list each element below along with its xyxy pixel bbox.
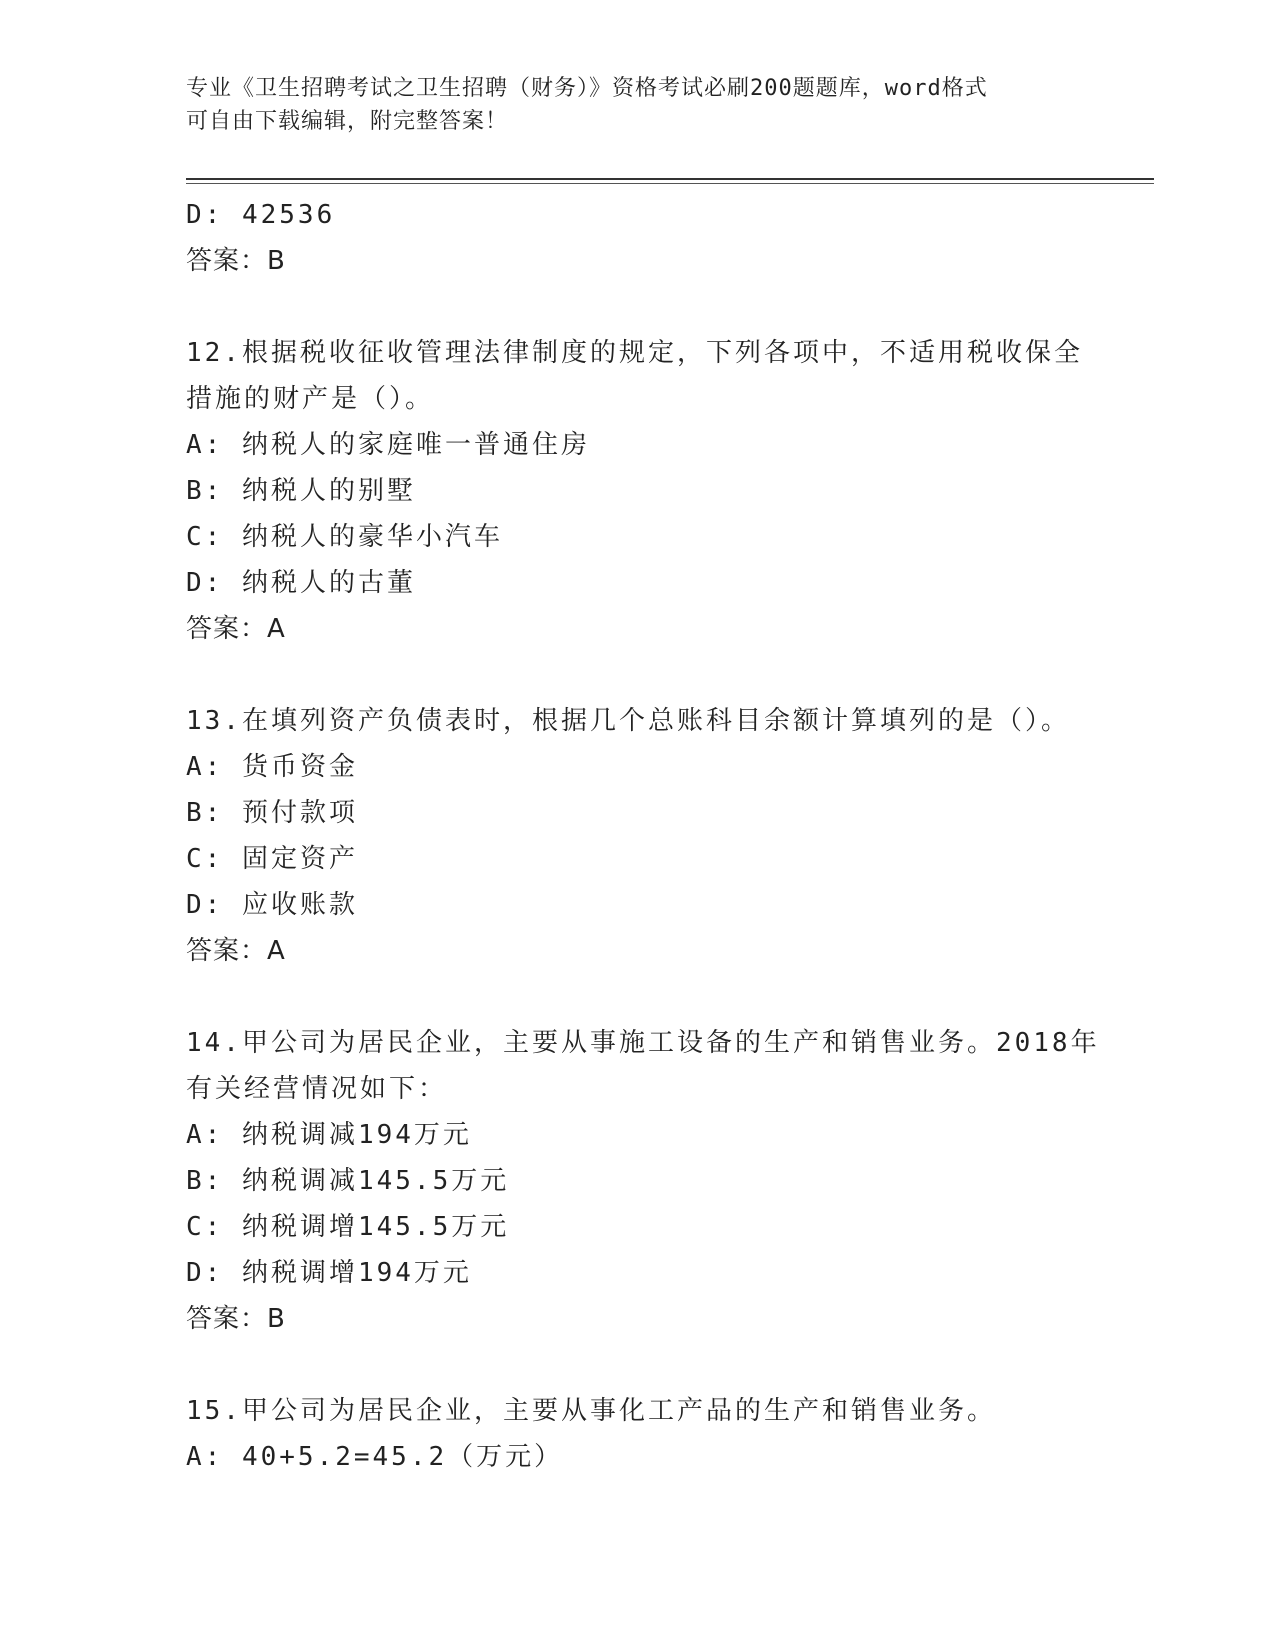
header-divider-thick bbox=[186, 178, 1154, 180]
option-c: C: 纳税调增145.5万元 bbox=[186, 1212, 510, 1242]
question-stem: 13.在填列资产负债表时，根据几个总账科目余额计算填列的是（）。 bbox=[186, 706, 1070, 736]
option-a: A: 40+5.2=45.2（万元） bbox=[186, 1442, 564, 1472]
question-stem-cont: 有关经营情况如下： bbox=[186, 1074, 448, 1104]
option-b: B: 纳税调减145.5万元 bbox=[186, 1166, 510, 1196]
spacer bbox=[186, 974, 1154, 1020]
option-c: C: 纳税人的豪华小汽车 bbox=[186, 522, 503, 552]
answer-line: 答案：A bbox=[186, 614, 286, 644]
option-d: D: 应收账款 bbox=[186, 890, 358, 920]
spacer bbox=[186, 284, 1154, 330]
question-stem: 14.甲公司为居民企业，主要从事施工设备的生产和销售业务。2018年 bbox=[186, 1028, 1100, 1058]
option-d: D: 纳税调增194万元 bbox=[186, 1258, 472, 1288]
question-12 bbox=[186, 330, 1154, 652]
option-c: C: 固定资产 bbox=[186, 844, 358, 874]
option-a: A: 纳税人的家庭唯一普通住房 bbox=[186, 430, 590, 460]
option-b: B: 纳税人的别墅 bbox=[186, 476, 416, 506]
answer-line: 答案：A bbox=[186, 936, 286, 966]
header-line-2: 可自由下载编辑，附完整答案！ bbox=[186, 109, 509, 134]
question-13 bbox=[186, 698, 1154, 974]
option-b: B: 预付款项 bbox=[186, 798, 358, 828]
question-content bbox=[186, 192, 1154, 1480]
question-stem: 15.甲公司为居民企业，主要从事化工产品的生产和销售业务。 bbox=[186, 1396, 996, 1426]
option-d: D: 42536 bbox=[186, 200, 336, 230]
question-15 bbox=[186, 1388, 1154, 1480]
answer-line: 答案：B bbox=[186, 246, 286, 276]
option-d: D: 纳税人的古董 bbox=[186, 568, 416, 598]
option-a: A: 纳税调减194万元 bbox=[186, 1120, 472, 1150]
option-a: A: 货币资金 bbox=[186, 752, 358, 782]
spacer bbox=[186, 1342, 1154, 1388]
question-14 bbox=[186, 1020, 1154, 1342]
question-stem-cont: 措施的财产是（）。 bbox=[186, 384, 435, 414]
answer-line: 答案：B bbox=[186, 1304, 286, 1334]
header-line-1: 专业《卫生招聘考试之卫生招聘（财务）》资格考试必刷200题题库，word格式 bbox=[186, 76, 988, 101]
spacer bbox=[186, 652, 1154, 698]
question-stem: 12.根据税收征收管理法律制度的规定，下列各项中，不适用税收保全 bbox=[186, 338, 1083, 368]
header-divider-thin bbox=[186, 183, 1154, 184]
page-header bbox=[186, 72, 1086, 138]
